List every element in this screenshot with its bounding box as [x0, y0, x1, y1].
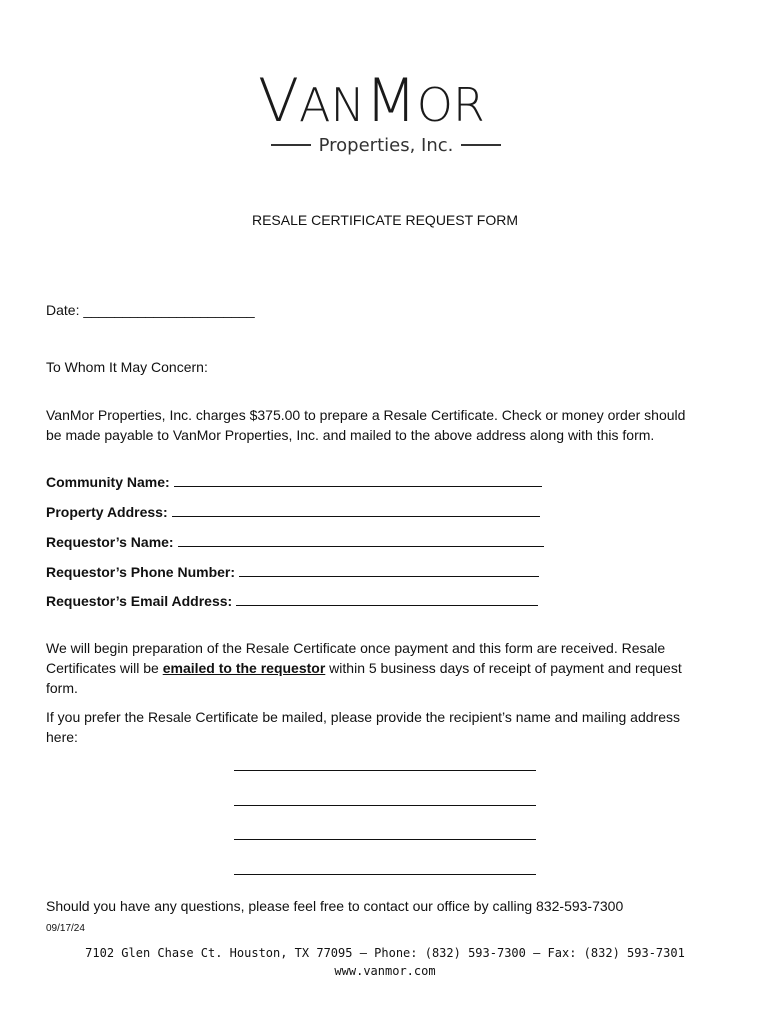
logo-letters-an: AN	[299, 78, 365, 132]
recipient-address-line-4[interactable]	[234, 874, 536, 875]
form-title: RESALE CERTIFICATE REQUEST FORM	[251, 212, 519, 228]
requestor-email-label: Requestor’s Email Address:	[46, 593, 233, 609]
footer-address: 7102 Glen Chase Ct. Houston, TX 77095 – Phone: (832) 593-7300 – Fax: (832) 593-7301	[85, 946, 685, 960]
intro-line-1: VanMor Properties, Inc. charges $375.00 to prepare a Resale Certificate. Check or money order should	[46, 407, 686, 423]
recipient-address-line-2[interactable]	[234, 805, 536, 806]
logo-subtitle-row	[258, 132, 514, 158]
requestor-phone-blank[interactable]	[239, 562, 539, 577]
requestor-name-blank[interactable]	[178, 532, 544, 547]
revision-date: 09/17/24	[46, 923, 85, 934]
mail-line-2: here:	[46, 729, 78, 745]
requestor-phone-field[interactable]	[46, 562, 539, 580]
requestor-email-blank[interactable]	[236, 591, 538, 606]
requestor-name-label: Requestor’s Name:	[46, 534, 174, 550]
emailed-to-requestor-emphasis: emailed to the requestor	[162, 660, 326, 676]
logo-letter-v: V	[258, 66, 300, 136]
requestor-email-field[interactable]	[46, 591, 538, 609]
prep-line-2-end: within 5 business days of receipt of payment and request	[325, 660, 682, 676]
property-address-field[interactable]	[46, 502, 540, 520]
property-address-label: Property Address:	[46, 504, 168, 520]
logo-letters-or: OR	[416, 78, 485, 132]
company-logo	[258, 66, 514, 160]
date-field[interactable]: Date: ______________________	[46, 302, 255, 318]
intro-line-2: be made payable to VanMor Properties, Inc. and mailed to the above address along with this form.	[46, 427, 655, 443]
community-name-blank[interactable]	[174, 472, 542, 487]
requestor-name-field[interactable]	[46, 532, 544, 550]
recipient-address-line-3[interactable]	[234, 839, 536, 840]
prep-line-1: We will begin preparation of the Resale Certificate once payment and this form are received. Resale	[46, 640, 666, 656]
logo-rule-left	[271, 144, 311, 146]
prep-line-2	[46, 658, 682, 678]
logo-wordmark	[258, 66, 514, 136]
community-name-field[interactable]	[46, 472, 542, 490]
questions-text: Should you have any questions, please feel free to contact our office by calling 832-593-7300	[46, 898, 624, 914]
prep-line-3: form.	[46, 680, 78, 696]
logo-rule-right	[461, 144, 501, 146]
property-address-blank[interactable]	[172, 502, 540, 517]
prep-line-2-start: Certificates will be	[46, 660, 163, 676]
logo-subtitle: Properties, Inc.	[318, 134, 454, 156]
mail-line-1: If you prefer the Resale Certificate be mailed, please provide the recipient’s name and mailing address	[46, 709, 680, 725]
logo-letter-m: M	[364, 66, 417, 136]
recipient-address-line-1[interactable]	[234, 770, 536, 771]
community-name-label: Community Name:	[46, 474, 170, 490]
footer-website[interactable]: www.vanmor.com	[334, 964, 436, 978]
requestor-phone-label: Requestor’s Phone Number:	[46, 564, 236, 580]
salutation: To Whom It May Concern:	[46, 359, 208, 375]
